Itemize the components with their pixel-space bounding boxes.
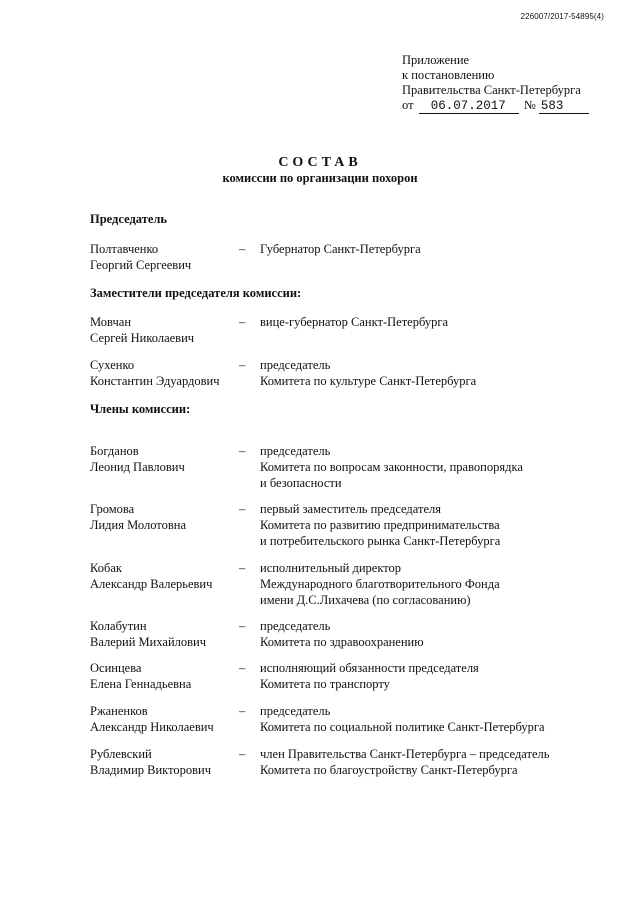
position-line: Комитета по благоустройству Санкт-Петербурга xyxy=(260,763,518,777)
member-position xyxy=(260,746,549,778)
from-label: от xyxy=(402,98,414,112)
member-position xyxy=(260,241,421,257)
position-line: исполняющий обязанности председателя xyxy=(260,661,479,675)
position-line: первый заместитель председателя xyxy=(260,502,441,516)
appendix-block xyxy=(402,53,589,114)
member-name xyxy=(90,314,194,346)
member-name xyxy=(90,703,214,735)
position-line: Комитета по транспорту xyxy=(260,677,390,691)
position-line: председатель xyxy=(260,704,331,718)
member-given-name: Георгий Сергеевич xyxy=(90,258,192,272)
dash-separator: – xyxy=(239,315,246,329)
position-line: председатель xyxy=(260,358,331,372)
member-name xyxy=(90,241,191,273)
member-given-name: Александр Валерьевич xyxy=(90,577,213,591)
section-chair: Председатель xyxy=(90,212,168,226)
member-name xyxy=(90,443,185,475)
document-number: 226007/2017-54895(4) xyxy=(520,12,604,21)
position-line: и безопасности xyxy=(260,476,342,490)
member-surname: Громова xyxy=(90,502,135,516)
member-name xyxy=(90,746,211,778)
member-surname: Полтавченко xyxy=(90,242,159,256)
position-line: председатель xyxy=(260,444,331,458)
member-position xyxy=(260,660,479,692)
member-given-name: Лидия Молотовна xyxy=(90,518,186,532)
dash-separator: – xyxy=(239,704,246,718)
member-name xyxy=(90,501,186,533)
dash-separator: – xyxy=(239,619,246,633)
member-name xyxy=(90,660,191,692)
position-line: Комитета по развитию предпринимательства xyxy=(260,518,500,532)
member-given-name: Леонид Павлович xyxy=(90,460,185,474)
member-given-name: Валерий Михайлович xyxy=(90,635,207,649)
dash-separator: – xyxy=(239,747,246,761)
position-line: вице-губернатор Санкт-Петербурга xyxy=(260,315,449,329)
appendix-line-2: к постановлению xyxy=(402,68,495,82)
decree-date: 06.07.2017 xyxy=(419,100,519,114)
dash-separator: – xyxy=(239,444,246,458)
member-given-name: Владимир Викторович xyxy=(90,763,212,777)
member-surname: Рублевский xyxy=(90,747,152,761)
member-name xyxy=(90,618,206,650)
number-label: № xyxy=(523,98,536,112)
member-name xyxy=(90,357,220,389)
dash-separator: – xyxy=(239,561,246,575)
member-given-name: Александр Николаевич xyxy=(90,720,214,734)
position-line: Комитета по культуре Санкт-Петербурга xyxy=(260,374,477,388)
position-line: Комитета по здравоохранению xyxy=(260,635,424,649)
member-surname: Мовчан xyxy=(90,315,132,329)
dash-separator: – xyxy=(239,242,246,256)
member-surname: Сухенко xyxy=(90,358,135,372)
section-deputies: Заместители председателя комиссии: xyxy=(90,286,302,300)
position-line: Комитета по социальной политике Санкт-Петербурга xyxy=(260,720,545,734)
position-line: и потребительского рынка Санкт-Петербурга xyxy=(260,534,501,548)
dash-separator: – xyxy=(239,502,246,516)
member-position xyxy=(260,560,500,608)
member-position xyxy=(260,443,523,491)
member-surname: Ржаненков xyxy=(90,704,148,718)
member-position xyxy=(260,501,500,549)
appendix-line-1: Приложение xyxy=(402,53,470,67)
position-line: председатель xyxy=(260,619,331,633)
member-surname: Осинцева xyxy=(90,661,142,675)
member-surname: Богданов xyxy=(90,444,139,458)
dash-separator: – xyxy=(239,661,246,675)
member-given-name: Елена Геннадьевна xyxy=(90,677,192,691)
member-given-name: Константин Эдуардович xyxy=(90,374,220,388)
member-position xyxy=(260,314,448,330)
member-position xyxy=(260,703,545,735)
doc-title: СОСТАВ xyxy=(278,155,362,170)
member-name xyxy=(90,560,212,592)
position-line: член Правительства Санкт-Петербурга – председатель xyxy=(260,747,550,761)
member-given-name: Сергей Николаевич xyxy=(90,331,195,345)
dash-separator: – xyxy=(239,358,246,372)
member-position xyxy=(260,357,476,389)
member-surname: Колабутин xyxy=(90,619,147,633)
member-surname: Кобак xyxy=(90,561,122,575)
position-line: Губернатор Санкт-Петербурга xyxy=(260,242,421,256)
member-position xyxy=(260,618,424,650)
position-line: имени Д.С.Лихачева (по согласованию) xyxy=(260,593,471,607)
appendix-line-3: Правительства Санкт-Петербурга xyxy=(402,83,581,97)
doc-subtitle: комиссии по организации похорон xyxy=(222,171,418,185)
position-line: Комитета по вопросам законности, правопорядка xyxy=(260,460,523,474)
position-line: исполнительный директор xyxy=(260,561,402,575)
section-members: Члены комиссии: xyxy=(90,402,191,416)
appendix-date-row xyxy=(402,98,589,114)
position-line: Международного благотворительного Фонда xyxy=(260,577,500,591)
decree-number: 583 xyxy=(539,100,589,114)
